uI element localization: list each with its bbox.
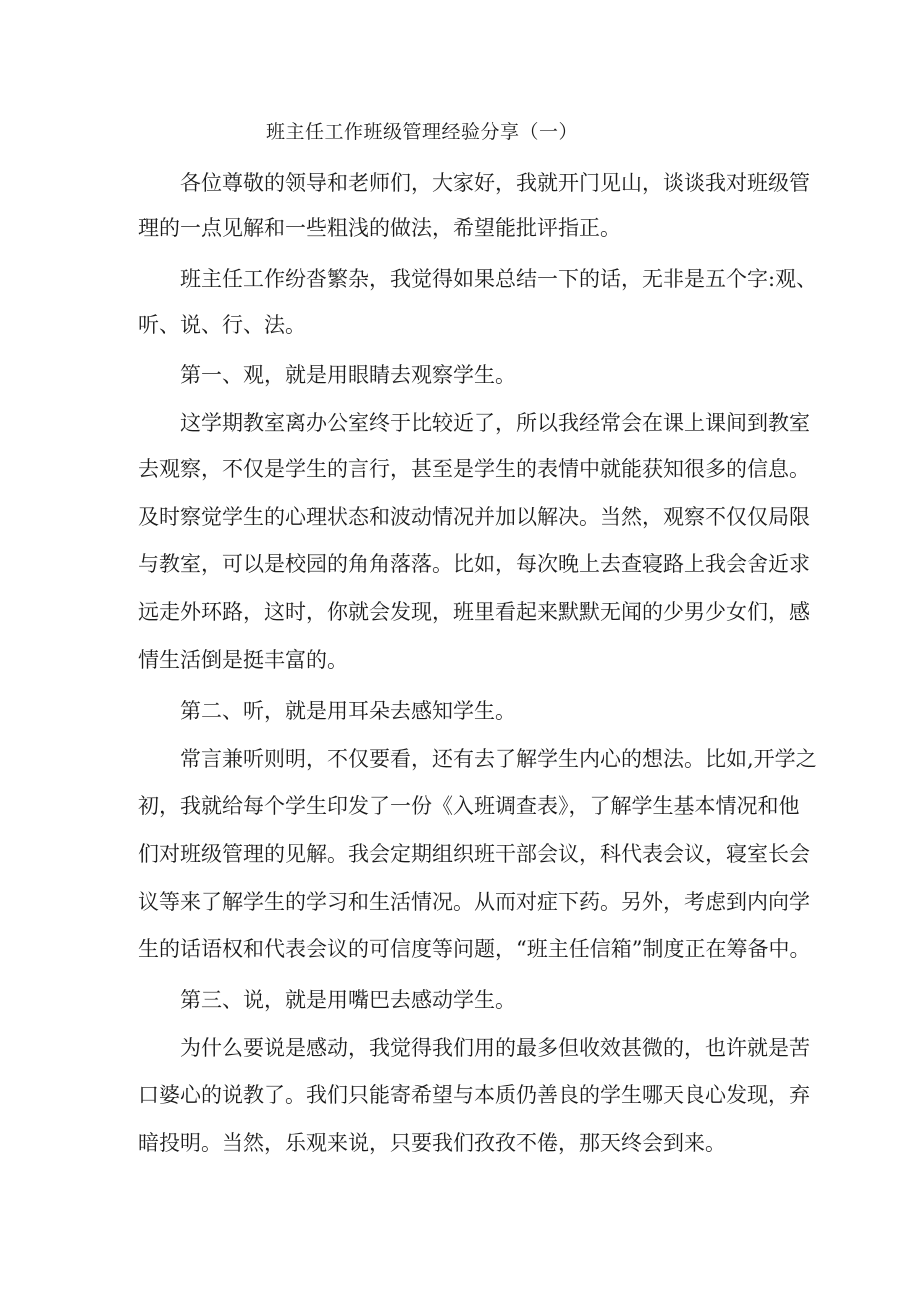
paragraph-line: 议等来了解学生的学习和生活情况。从而对症下药。另外，考虑到内向学 [138,890,810,914]
paragraph-line: 第一、观，就是用眼睛去观察学生。 [180,363,516,387]
paragraph-line: 们对班级管理的见解。我会定期组织班干部会议，科代表会议，寝室长会 [138,842,810,866]
paragraph-line: 第三、说，就是用嘴巴去感动学生。 [180,988,516,1012]
paragraph-line: 第二、听，就是用耳朵去感知学生。 [180,699,516,723]
document-title: 班主任工作班级管理经验分享（一） [266,121,579,143]
paragraph-line: 理的一点见解和一些粗浅的做法，希望能批评指正。 [138,216,621,240]
paragraph-line: 各位尊敬的领导和老师们，大家好，我就开门见山，谈谈我对班级管 [180,171,810,195]
paragraph-line: 去观察，不仅是学生的言行，甚至是学生的表情中就能获知很多的信息。 [138,457,810,481]
paragraph-line: 及时察觉学生的心理状态和波动情况并加以解决。当然，观察不仅仅局限 [138,505,810,529]
paragraph-line: 常言兼听则明，不仅要看，还有去了解学生内心的想法。比如,开学之 [180,747,817,771]
paragraph-line: 生的话语权和代表会议的可信度等问题，“班主任信箱”制度正在筹备中。 [138,937,811,961]
paragraph-line: 这学期教室离办公室终于比较近了，所以我经常会在课上课间到教室 [180,411,810,435]
paragraph-line: 口婆心的说教了。我们只能寄希望与本质仍善良的学生哪天良心发现，弃 [138,1083,810,1107]
paragraph-line: 为什么要说是感动，我觉得我们用的最多但收效甚微的，也许就是苦 [180,1036,810,1060]
paragraph-line: 班主任工作纷沓繁杂，我觉得如果总结一下的话，无非是五个字:观、 [180,267,818,291]
paragraph-line: 暗投明。当然，乐观来说，只要我们孜孜不倦，那天终会到来。 [138,1131,726,1155]
paragraph-line: 远走外环路，这时，你就会发现，班里看起来默默无闻的少男少女们，感 [138,600,810,624]
paragraph-line: 初，我就给每个学生印发了一份《入班调查表》，了解学生基本情况和他 [138,794,800,818]
paragraph-line: 听、说、行、法。 [138,313,306,337]
paragraph-line: 与教室，可以是校园的角角落落。比如，每次晚上去查寝路上我会舍近求 [138,552,810,576]
paragraph-line: 情生活倒是挺丰富的。 [138,648,348,672]
